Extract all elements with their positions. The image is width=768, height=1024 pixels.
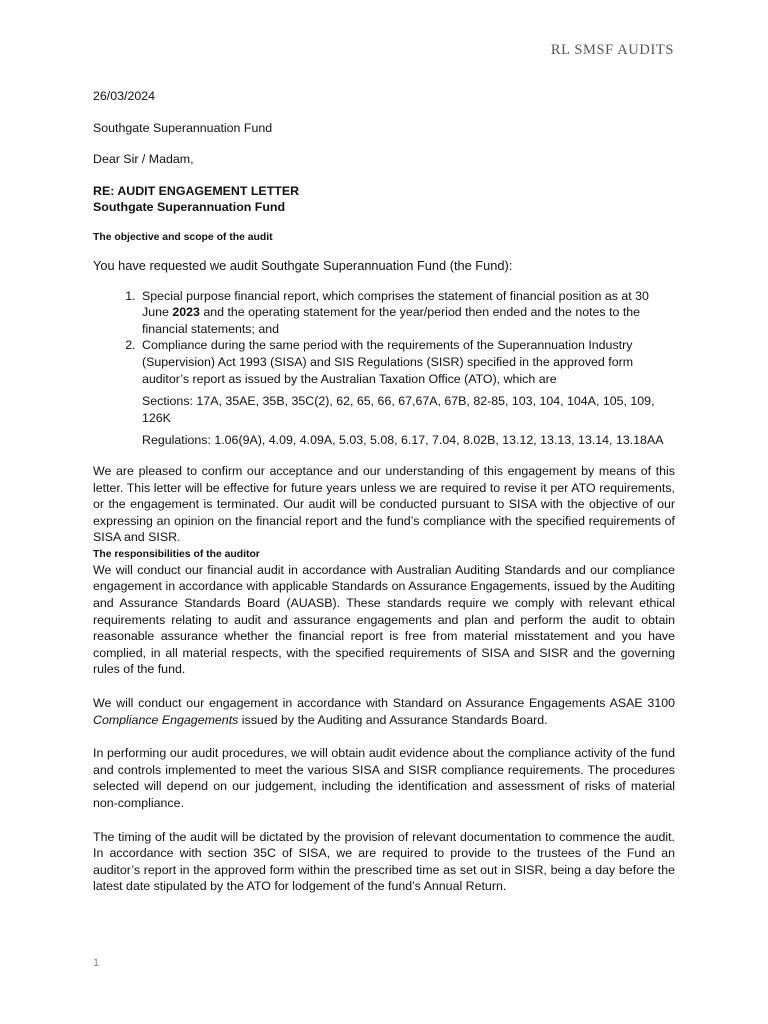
responsibilities-paragraph: We will conduct our financial audit in accordance with Australian Auditing Standards and our compliance engagement in accordance with applicable Standards on Assurance Engagements, issued by the Auditing and Assurance Standards Board (AUASB). These standards require we comply with relevant ethical requirements relating to audit and assurance engagements and plan and perform the audit to obtain reasonable assurance whether the financial report is free from material misstatement and you have complied, in all material respects, with the specified requirements of SISA and SISR and the governing rules of the fund. (93, 562, 675, 677)
asae-text-part1: We will conduct our engagement in accordance with Standard on Assurance Engagements ASAE 3100 (93, 696, 675, 711)
scope-item-financial-report (139, 288, 675, 338)
scope-heading: The objective and scope of the audit (93, 231, 273, 243)
asae-paragraph (93, 695, 675, 728)
timing-paragraph: The timing of the audit will be dictated by the provision of relevant documentation to commence the audit. In accordance with section 35C of SISA, we are required to provide to the trustees of the Fund an auditor’s report in the approved form within the prescribed time as set out in SISR, being a day before the latest date stipulated by the ATO for lodgement of the fund’s Annual Return. (93, 829, 675, 894)
letter-recipient: Southgate Superannuation Fund (93, 120, 273, 135)
letter-date: 26/03/2024 (93, 89, 156, 103)
subject-fund-name: Southgate Superannuation Fund (93, 200, 286, 215)
asae-standard-title: Compliance Engagements (93, 712, 239, 727)
firm-name-header: RL SMSF AUDITS (550, 42, 674, 58)
acceptance-paragraph: We are pleased to confirm our acceptance and our understanding of this engagement by means of this letter. This letter will be effective for future years unless we are required to revise it per ATO requirements, or the engagement is terminated. Our audit will be conducted pursuant to SISA with the objective of our expressing an opinion on the financial report and the fund’s compliance with the specified requirements of SISA and SISR. (93, 463, 675, 545)
letter-salutation: Dear Sir / Madam, (93, 152, 194, 167)
scope-item-1-year: 2023 (172, 305, 200, 320)
intro-paragraph: You have requested we audit Southgate Superannuation Fund (the Fund): (93, 257, 513, 273)
scope-item-2-regulations: Regulations: 1.06(9A), 4.09, 4.09A, 5.03, 5.08, 6.17, 7.04, 8.02B, 13.12, 13.13, 13.14, 13.18AA (142, 433, 664, 448)
scope-item-2-sections: Sections: 17A, 35AE, 35B, 35C(2), 62, 65, 66, 67,67A, 67B, 82-85, 103, 104, 104A, 105, 109, 126K (142, 394, 655, 425)
scope-item-2-text: 2. Compliance during the same period with the requirements of the Superannuation Industry (Supervision) Act 1993 (SISA) and SIS Regulations (SISR) specified in the approved form auditor’s report as issued by the Australian Taxation Office (ATO), which are (142, 338, 634, 386)
asae-text-part2: issued by the Auditing and Assurance Standards Board. (238, 712, 548, 727)
scope-list (93, 288, 675, 449)
page-number: 1 (93, 957, 100, 969)
subject-line: RE: AUDIT ENGAGEMENT LETTER (93, 183, 300, 198)
scope-item-1-text-part2: and the operating statement for the year/period then ended and the notes to the financial statements; and (142, 305, 641, 336)
letter-body (93, 88, 675, 895)
responsibilities-heading: The responsibilities of the auditor (93, 548, 260, 560)
procedures-paragraph: In performing our audit procedures, we will obtain audit evidence about the compliance activity of the fund and controls implemented to meet the various SISA and SISR compliance requirements. The procedures selected will depend on our judgement, including the identification and assessment of risks of material non-compliance. (93, 746, 675, 810)
scope-item-compliance (139, 337, 675, 449)
subject-block (93, 183, 675, 216)
scope-item-1-text-part1: Special purpose financial report, which comprises the statement of financial position as at 30 June (142, 288, 649, 320)
